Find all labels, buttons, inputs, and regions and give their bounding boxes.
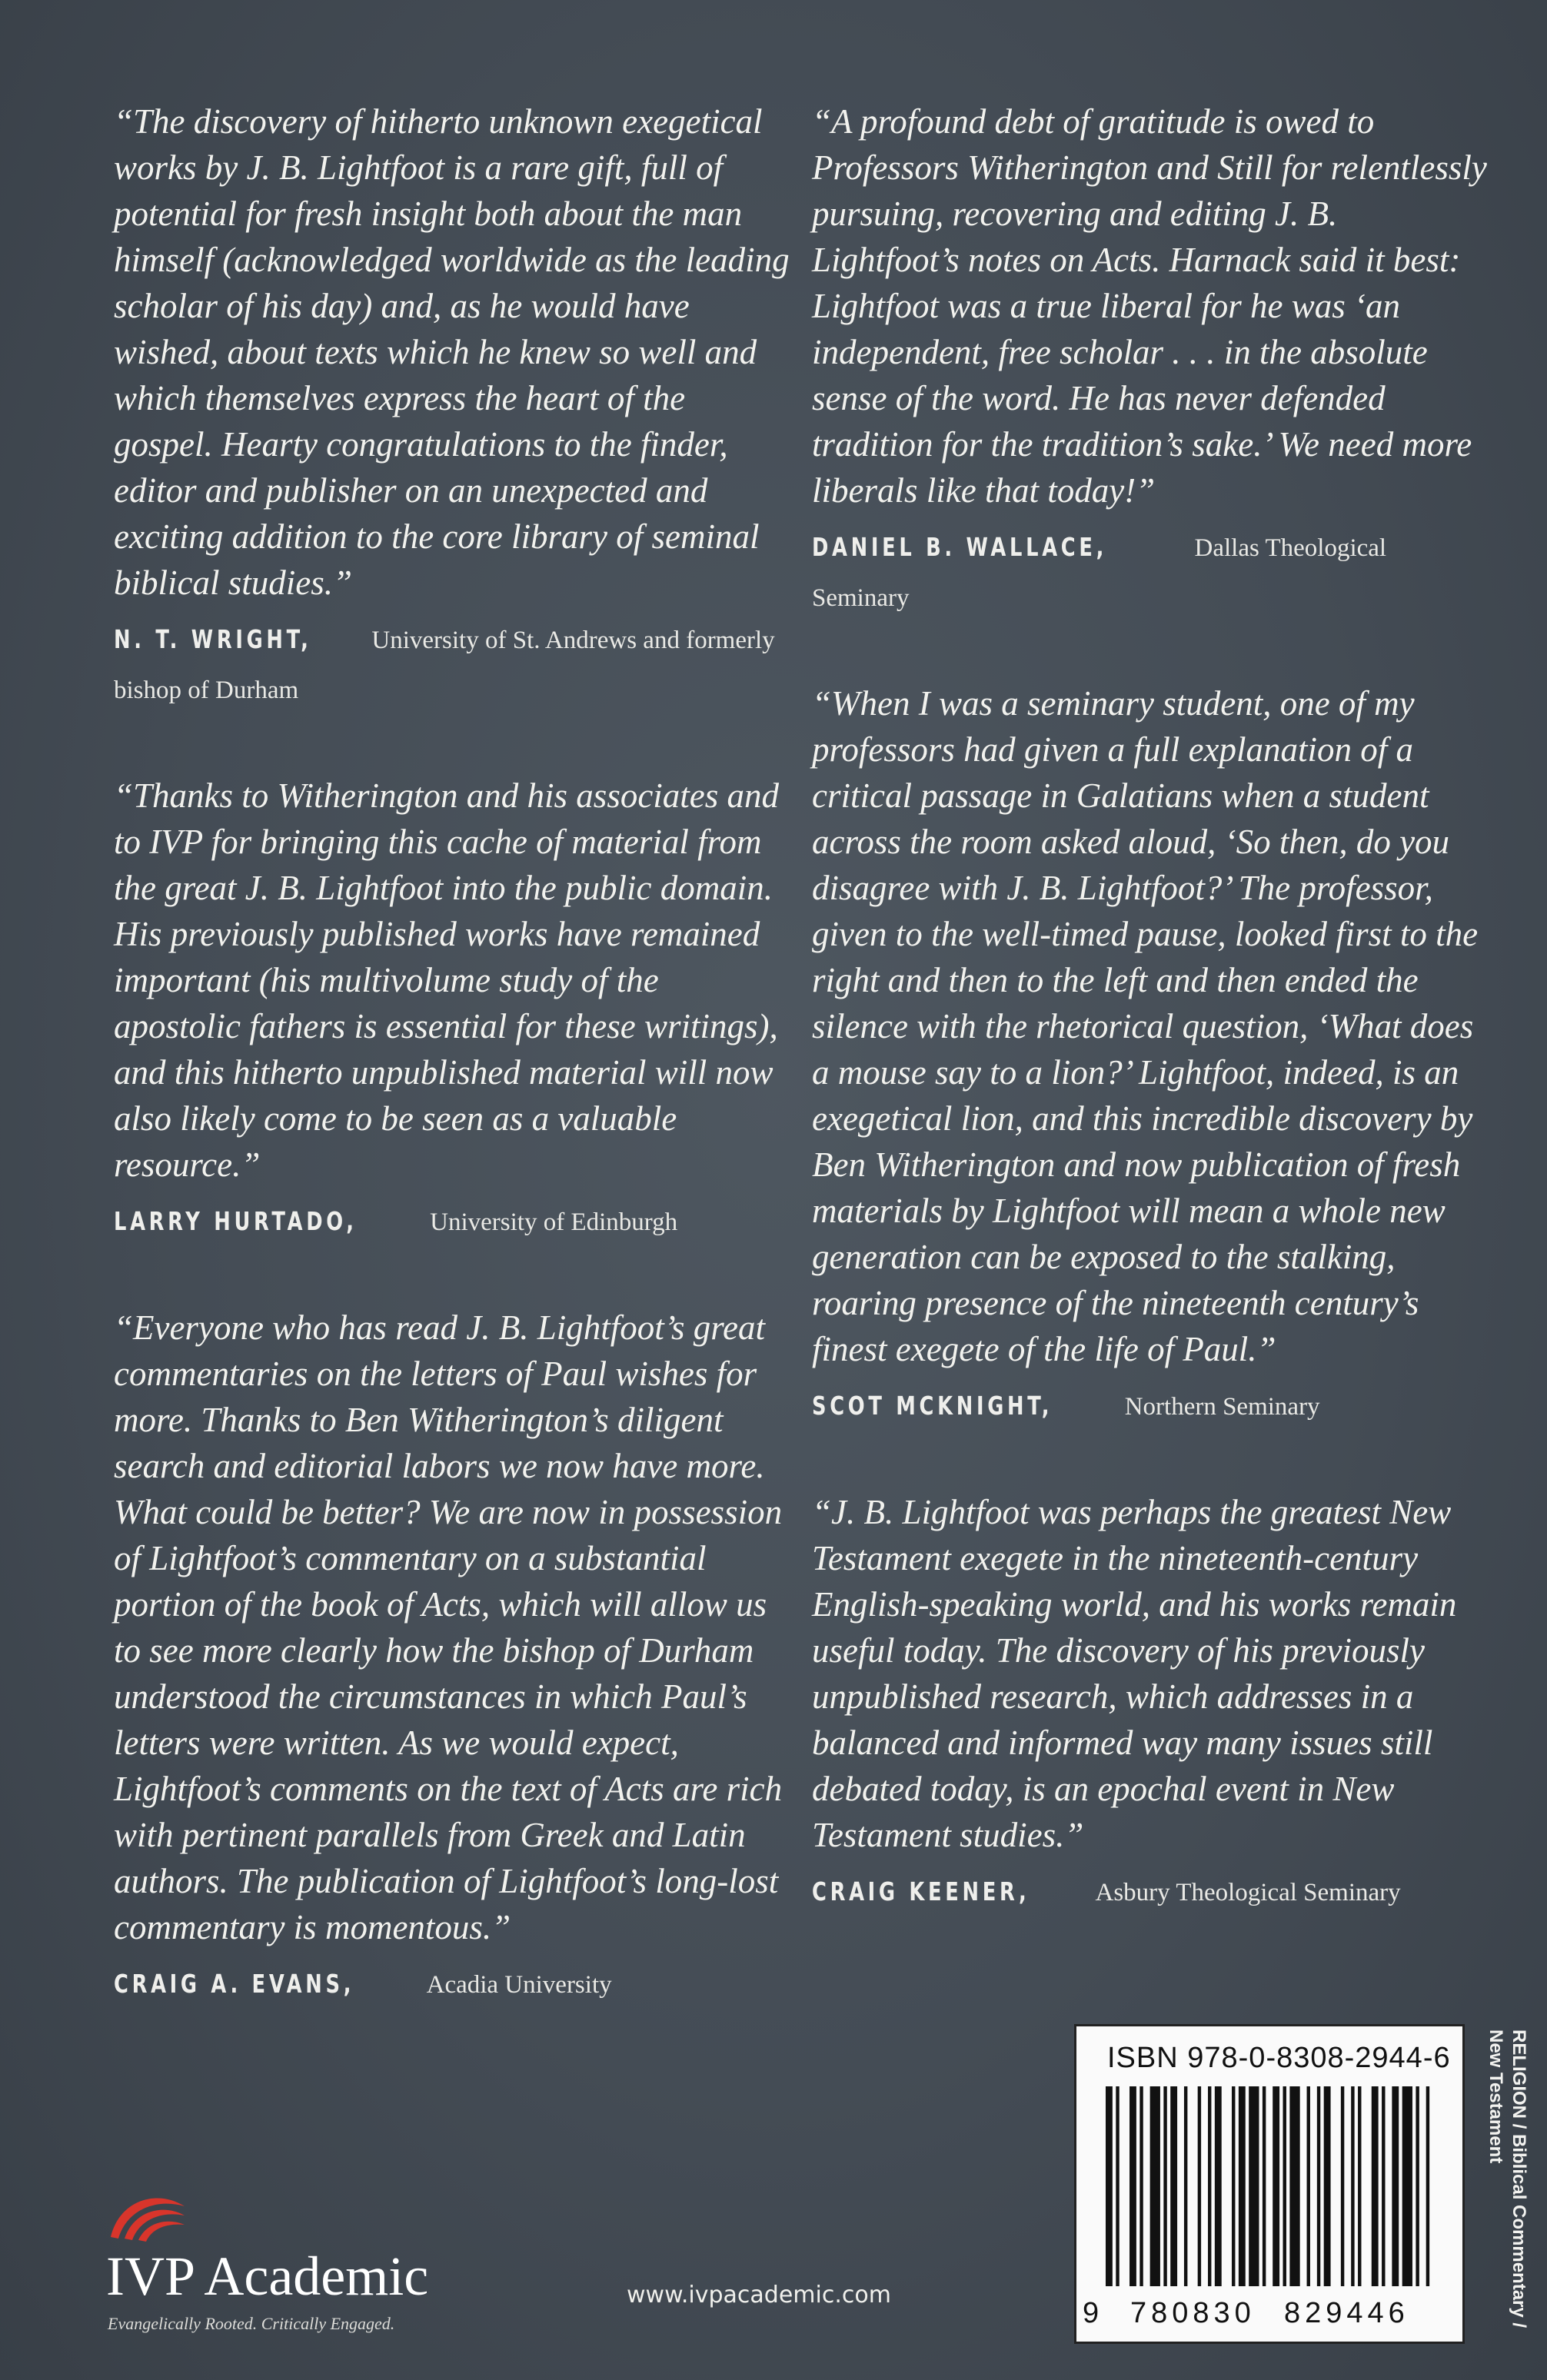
barcode-bar — [1106, 2086, 1113, 2286]
endorser-name: N. T. WRIGHT, — [114, 624, 312, 654]
barcode-bar — [1358, 2086, 1361, 2286]
endorsement-attribution — [812, 524, 1489, 625]
barcode-digits-right: 829446 — [1284, 2297, 1409, 2329]
endorsement-attribution — [114, 1961, 790, 2012]
barcode-bar — [1426, 2086, 1429, 2286]
barcode-bar — [1215, 2086, 1222, 2286]
endorsement-quote: “Everyone who has read J. B. Lightfoot’s great commentaries on the letters of Paul wishes for more. Thanks to Ben Witherington’s diligent search and editorial labors we now have more. What could be better? We are now in possession of Lightfoot’s commentary on a substantial portion of the book of Acts, which will allow us to see more clearly how the bishop of Durham understood the circumstances in which Paul’s letters were written. As we would expect, Lightfoot’s comments on the text of Acts are rich with pertinent parallels from Greek and Latin authors. The publication of Lightfoot’s long-lost commentary is momentous.” — [114, 1308, 783, 1946]
endorser-affiliation: Northern Seminary — [1124, 1393, 1320, 1421]
endorsement-quote: “When I was a seminary student, one of my professors had given a full explanation of a critical passage in Galatians when a student across the room asked aloud, ‘So then, do you disagree with J. B. Lightfoot?’ The professor, given to the well-timed pause, looked first to the right and then to the left and then ended the silence with the rhetorical question, ‘What does a mouse say to a lion?’ Lightfoot, indeed, is an exegetical lion, and this incredible discovery by Ben Witherington and now publication of fresh materials by Lightfoot will mean a whole new generation can be exposed to the stalking, roaring presence of the nineteenth century’s finest exegete of the life of Paul.” — [812, 684, 1479, 1368]
barcode-bars — [1106, 2086, 1436, 2286]
endorser-name: CRAIG A. EVANS, — [114, 1969, 355, 1999]
barcode-box — [1074, 2024, 1465, 2344]
barcode-bar — [1416, 2086, 1419, 2286]
endorser-affiliation: Asbury Theological Seminary — [1095, 1879, 1401, 1906]
publisher-logo — [83, 2183, 514, 2337]
publisher-url: www.ivpacademic.com — [627, 2282, 891, 2309]
endorser-name: LARRY HURTADO, — [114, 1206, 358, 1236]
barcode-bar — [1263, 2086, 1266, 2286]
endorsement-evans — [114, 1305, 790, 2012]
barcode-bar — [1372, 2086, 1379, 2286]
endorser-name: DANIEL B. WALLACE, — [812, 532, 1108, 562]
barcode-bar — [1139, 2086, 1143, 2286]
right-column — [812, 98, 1489, 1975]
barcode-bar — [1283, 2086, 1286, 2286]
endorsement-quote: “A profound debt of gratitude is owed to Professors Witherington and Still for relentlessly pursuing, recovering and editing J. B. Lightfoot’s notes on Acts. Harnack said it best: Lightfoot was a true liberal for he was ‘an independent, free scholar . . . in the absolute sense of the word. He has never defended tradition for the tradition’s sake.’ We need more liberals like that today!” — [812, 102, 1487, 510]
barcode-bar — [1341, 2086, 1344, 2286]
endorser-affiliation: University of Edinburgh — [430, 1208, 678, 1236]
endorsement-attribution — [812, 1869, 1489, 1920]
barcode-bar — [1317, 2086, 1320, 2286]
barcode-bar — [1116, 2086, 1119, 2286]
ivp-swoosh-icon — [105, 2183, 189, 2245]
endorsement-hurtado — [114, 773, 790, 1249]
barcode-bar — [1289, 2086, 1299, 2286]
endorser-name: SCOT MCKNIGHT, — [812, 1391, 1053, 1421]
publisher-name: IVP Academic — [106, 2245, 429, 2307]
endorser-affiliation: University of St. Andrews and formerly bishop of Durham — [114, 627, 775, 704]
barcode-bar — [1170, 2086, 1177, 2286]
endorser-affiliation: Acadia University — [426, 1971, 612, 1999]
endorsement-quote: “Thanks to Witherington and his associates and to IVP for bringing this cache of material from the great J. B. Lightfoot into the public domain. His previously published works have remained important (his multivolume study of the apostolic fathers is essential for these writings), and this hitherto unpublished material will now also likely come to be seen as a valuable resource.” — [114, 776, 780, 1184]
endorsement-attribution — [812, 1383, 1489, 1434]
barcode-bar — [1249, 2086, 1259, 2286]
isbn-label: ISBN 978-0-8308-2944-6 — [1107, 2042, 1451, 2074]
category-label — [1469, 2029, 1530, 2337]
endorser-name: CRAIG KEENER, — [812, 1876, 1030, 1906]
barcode-bar — [1239, 2086, 1246, 2286]
category-line-1: RELIGION / Biblical Commentary / — [1509, 2029, 1529, 2328]
barcode-bar — [1392, 2086, 1399, 2286]
barcode-bar — [1129, 2086, 1136, 2286]
publisher-tagline: Evangelically Rooted. Critically Engaged. — [108, 2314, 395, 2333]
barcode-bar — [1307, 2086, 1310, 2286]
barcode-bar — [1150, 2086, 1160, 2286]
barcode-lead-digit: 9 — [1083, 2297, 1100, 2329]
endorsement-attribution — [114, 617, 790, 717]
endorsement-wright — [114, 98, 790, 717]
barcode-bar — [1382, 2086, 1385, 2286]
barcode-bar — [1184, 2086, 1187, 2286]
endorsement-keener — [812, 1489, 1489, 1920]
endorsement-mcknight — [812, 680, 1489, 1434]
barcode-bar — [1273, 2086, 1279, 2286]
endorsement-wallace — [812, 98, 1489, 625]
category-line-2: New Testament — [1485, 2029, 1506, 2164]
barcode-bar — [1402, 2086, 1412, 2286]
barcode-bar — [1324, 2086, 1331, 2286]
barcode-bar — [1208, 2086, 1211, 2286]
endorser-affiliation: Dallas Theological Seminary — [812, 534, 1387, 612]
barcode-bar — [1198, 2086, 1201, 2286]
endorsement-quote: “J. B. Lightfoot was perhaps the greatest New Testament exegete in the nineteenth-century English-speaking world, and his works remain useful today. The discovery of his previously unpublished research, which addresses in a balanced and informed way many issues still debated today, is an epochal event in New Testament studies.” — [812, 1493, 1457, 1854]
endorsement-attribution — [114, 1198, 790, 1249]
barcode-bar — [1351, 2086, 1354, 2286]
barcode-bar — [1163, 2086, 1166, 2286]
left-column — [114, 98, 790, 2067]
endorsement-quote: “The discovery of hitherto unknown exegetical works by J. B. Lightfoot is a rare gift, full of potential for fresh insight both about the man himself (acknowledged worldwide as the leading scholar of his day) and, as he would have wished, about texts which he knew so well and which themselves express the heart of the gospel. Hearty congratulations to the finder, editor and publisher on an unexpected and exciting addition to the core library of seminal biblical studies.” — [114, 102, 790, 602]
barcode-bar — [1232, 2086, 1235, 2286]
barcode-digits-left: 780830 — [1130, 2297, 1256, 2329]
